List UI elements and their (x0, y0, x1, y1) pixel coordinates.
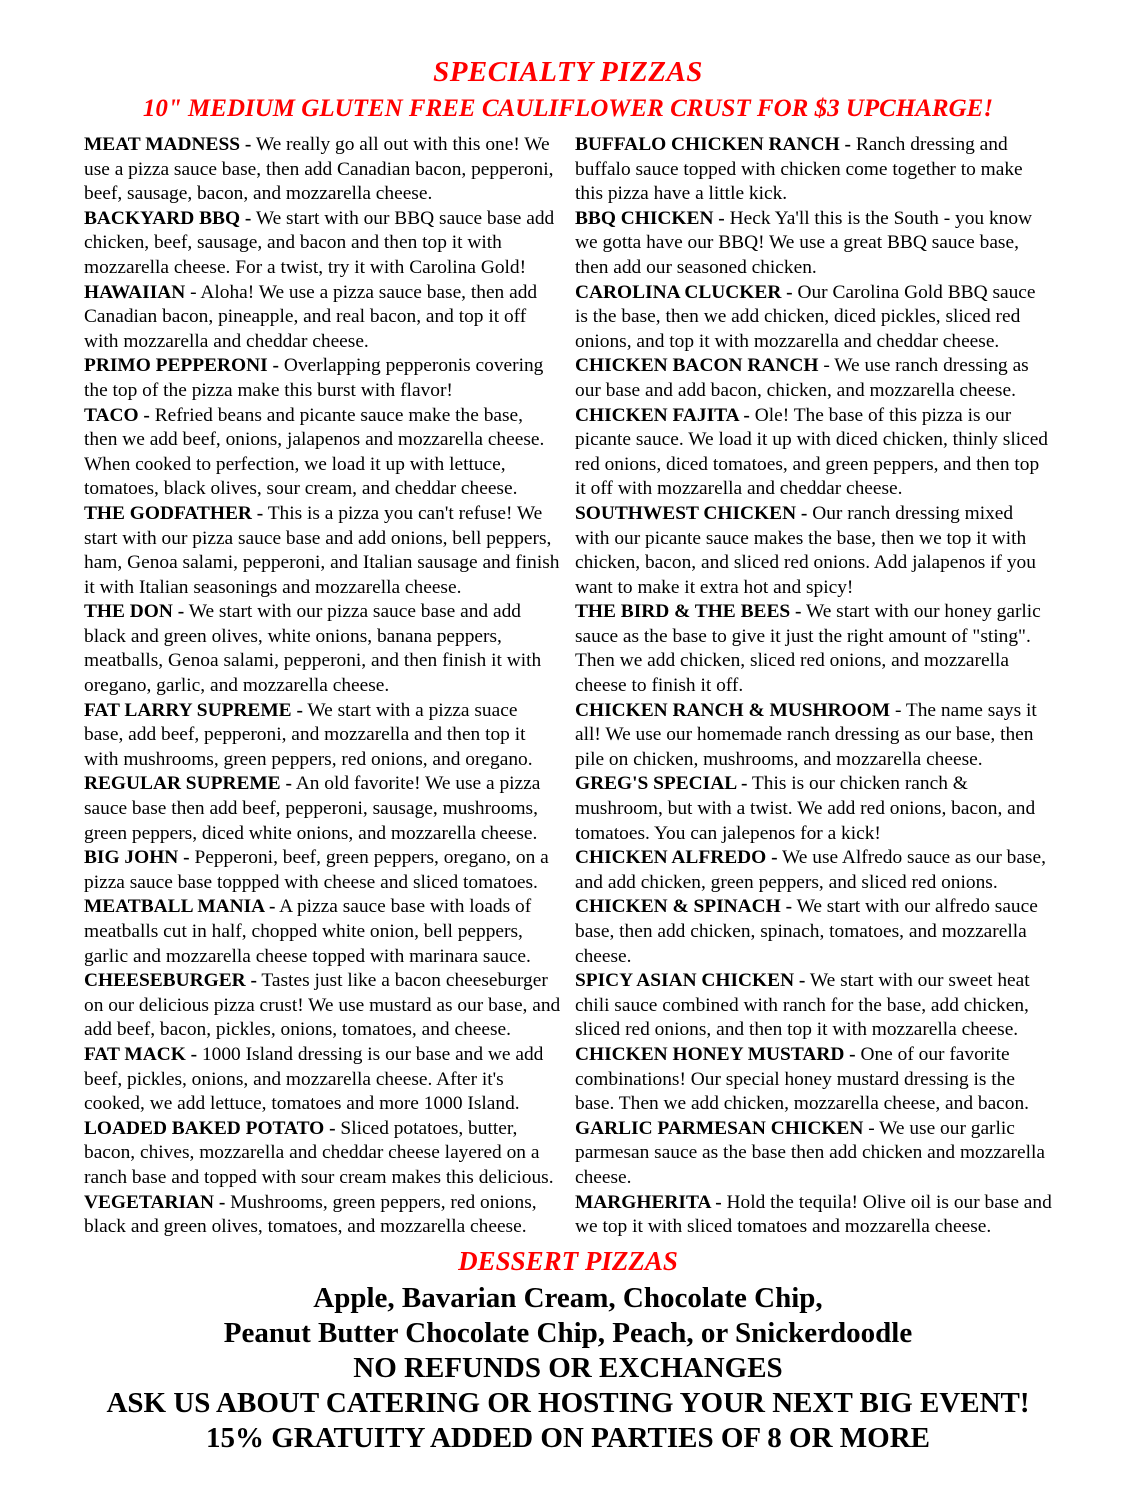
menu-item-desc: Refried beans and picante sauce make the base, then we add beef, onions, jalapenos and mozzarella cheese. When cooked to perfection, we load it up with lettuce, tomatoes, black olives, sour cream, and cheddar cheese. (84, 404, 545, 500)
menu-item-desc: Sliced potatoes, butter, bacon, chives, mozzarella and cheddar cheese layered on a ranch base and topped with sour cream makes this delicious. (84, 1117, 554, 1188)
menu-item (575, 895, 1052, 969)
menu-item (84, 895, 561, 969)
no-refunds-notice: NO REFUNDS OR EXCHANGES (353, 1351, 783, 1384)
menu-item (575, 1117, 1052, 1191)
menu-item-desc: - We use our garlic parmesan sauce as the base then add chicken and mozzarella cheese. (575, 1117, 1045, 1188)
menu-item (84, 846, 561, 895)
menu-item-desc: This is our chicken ranch & mushroom, but with a twist. We add red onions, bacon, and tomatoes. You can jalepenos for a kick! (575, 773, 1036, 844)
menu-columns (84, 133, 1052, 1240)
menu-item-name: CHICKEN HONEY MUSTARD - (575, 1043, 856, 1065)
menu-item-name: SPICY ASIAN CHICKEN - (575, 970, 806, 992)
menu-item-desc: This is a pizza you can't refuse! We start with our pizza sauce base and add onions, bell peppers, ham, Genoa salami, pepperoni, and Italian sausage and finish it with Italian seasonings and mozzarella cheese. (84, 502, 560, 598)
menu-item-name: LOADED BAKED POTATO - (84, 1117, 336, 1139)
menu-item-name: VEGETARIAN - (84, 1191, 226, 1213)
dessert-pizzas-title: DESSERT PIZZAS (458, 1245, 678, 1276)
menu-item (575, 969, 1052, 1043)
page-title: SPECIALTY PIZZAS (433, 56, 703, 88)
menu-item-desc: - The name says it all! We use our homemade ranch dressing as our base, then pile on chicken, mushrooms, and mozzarella cheese. (575, 699, 1037, 770)
menu-item-name: BUFFALO CHICKEN RANCH - (575, 134, 851, 155)
menu-item (84, 354, 561, 403)
menu-item-desc: Pepperoni, beef, green peppers, oregano, on a pizza sauce base toppped with cheese and sliced tomatoes. (84, 847, 549, 893)
menu-item (575, 1191, 1052, 1240)
menu-item-desc: We use Alfredo sauce as our base, and add chicken, green peppers, and sliced red onions. (575, 847, 1046, 893)
menu-item (84, 600, 561, 698)
menu-item-desc: Mushrooms, green peppers, red onions, black and green olives, tomatoes, and mozzarella cheese. (84, 1191, 537, 1238)
menu-item-name: THE GODFATHER - (84, 502, 264, 524)
menu-item-name: CHICKEN & SPINACH - (575, 896, 793, 918)
menu-item-desc: We start with our sweet heat chili sauce combined with ranch for the base, add chicken, sliced red onions, and then top it with mozzarella cheese. (575, 970, 1030, 1041)
menu-item-name: FAT MACK - (84, 1043, 198, 1065)
menu-item (84, 1043, 561, 1117)
menu-item (575, 404, 1052, 502)
footer-section (84, 1246, 1052, 1456)
menu-item-name: MEATBALL MANIA - (84, 896, 276, 918)
menu-item-desc: We start with our alfredo sauce base, then add chicken, spinach, tomatoes, and mozzarella cheese. (575, 896, 1038, 967)
menu-item (575, 1043, 1052, 1117)
menu-item-desc: We start with our pizza sauce base and add black and green olives, white onions, banana peppers, meatballs, Genoa salami, pepperoni, and then finish it with oregano, garlic, and mozzarella cheese. (84, 601, 542, 697)
menu-item-name: GREG'S SPECIAL - (575, 773, 748, 795)
menu-item-name: CHICKEN BACON RANCH (575, 355, 819, 377)
menu-item (575, 207, 1052, 281)
menu-item (575, 699, 1052, 773)
dessert-flavors-line-2: Peanut Butter Chocolate Chip, Peach, or Snickerdoodle (223, 1316, 913, 1349)
menu-item-name: CHICKEN FAJITA - (575, 404, 750, 426)
menu-item (575, 600, 1052, 698)
menu-item-desc: An old favorite! We use a pizza sauce base then add beef, pepperoni, sausage, mushrooms, green peppers, diced white onions, and mozzarella cheese. (84, 773, 541, 844)
menu-item-name: TACO - (84, 404, 150, 426)
menu-item-name: CHICKEN ALFREDO - (575, 847, 778, 869)
menu-item (84, 281, 561, 355)
menu-item (575, 354, 1052, 403)
menu-item-desc: We start with a pizza suace base, add beef, pepperoni, and mozzarella and then top it with mushrooms, green peppers, red onions, and oregano. (84, 699, 533, 770)
menu-item-name: BIG JOHN - (84, 847, 190, 869)
menu-item-desc: Ole! The base of this pizza is our picante sauce. We load it up with diced chicken, thinly sliced red onions, diced tomatoes, and green peppers, and then top it off with mozzarella and cheddar cheese. (575, 404, 1049, 500)
menu-item-name: MEAT MADNESS - (84, 134, 252, 155)
menu-item-name: THE BIRD & THE BEES - (575, 601, 802, 623)
menu-item-desc: A pizza sauce base with loads of meatballs cut in half, chopped white onion, bell peppers, garlic and mozzarella cheese topped with marinara sauce. (84, 896, 532, 967)
menu-item (84, 404, 561, 502)
menu-item-name: GARLIC PARMESAN CHICKEN (575, 1117, 864, 1139)
menu-item-name: BBQ CHICKEN - (575, 207, 725, 229)
menu-item (84, 1117, 561, 1191)
menu-item-desc: Heck Ya'll this is the South - you know we gotta have our BBQ! We use a great BBQ sauce base, then add our seasoned chicken. (575, 207, 1033, 278)
menu-item-name: CHICKEN RANCH & MUSHROOM (575, 699, 891, 721)
menu-item-name: REGULAR SUPREME - (84, 773, 292, 795)
menu-item (575, 772, 1052, 846)
menu-item (84, 772, 561, 846)
gratuity-notice: 15% GRATUITY ADDED ON PARTIES OF 8 OR MORE (205, 1421, 931, 1454)
menu-item (84, 969, 561, 1043)
menu-item (84, 133, 561, 207)
menu-item-name: THE DON - (84, 601, 185, 623)
menu-item-name: PRIMO PEPPERONI - (84, 355, 279, 377)
menu-item-desc: Hold the tequila! Olive oil is our base and we top it with sliced tomatoes and mozzarella cheese. (575, 1191, 1052, 1238)
menu-item-desc: Our Carolina Gold BBQ sauce is the base, then we add chicken, diced pickles, sliced red onions, and top it with mozzarella and cheddar cheese. (575, 281, 1036, 352)
menu-item-name: SOUTHWEST CHICKEN - (575, 502, 808, 524)
menu-item-desc: We start with our BBQ sauce base add chicken, beef, sausage, and bacon and then top it with mozzarella cheese. For a twist, try it with Carolina Gold! (84, 207, 555, 278)
dessert-flavors-line-1: Apple, Bavarian Cream, Chocolate Chip, (313, 1281, 823, 1314)
menu-item-desc: One of our favorite combinations! Our special honey mustard dressing is the base. Then we add chicken, mozzarella cheese, and bacon. (575, 1043, 1030, 1115)
menu-item (575, 133, 1052, 207)
menu-item-desc: Ranch dressing and buffalo sauce topped with chicken come together to make this pizza have a little kick. (575, 134, 1023, 205)
menu-column-right (575, 133, 1052, 1240)
menu-item (575, 502, 1052, 600)
catering-notice: ASK US ABOUT CATERING OR HOSTING YOUR NEXT BIG EVENT! (106, 1386, 1030, 1419)
menu-column-left (84, 133, 561, 1240)
menu-item (84, 502, 561, 600)
menu-item (84, 699, 561, 773)
menu-item-desc: 1000 Island dressing is our base and we add beef, pickles, onions, and mozzarella cheese. After it's cooked, we add lettuce, tomatoes and more 1000 Island. (84, 1043, 544, 1115)
menu-item-desc: Overlapping pepperonis covering the top of the pizza make this burst with flavor! (84, 355, 544, 401)
crust-upcharge-note: 10" MEDIUM GLUTEN FREE CAULIFLOWER CRUST FOR $3 UPCHARGE! (142, 95, 994, 122)
menu-item-desc: - We use ranch dressing as our base and add bacon, chicken, and mozzarella cheese. (575, 355, 1029, 401)
menu-item-desc: Tastes just like a bacon cheeseburger on our delicious pizza crust! We use mustard as our base, and add beef, bacon, pickles, onions, tomatoes, and cheese. (84, 970, 561, 1041)
menu-item-desc: We really go all out with this one! We use a pizza sauce base, then add Canadian bacon, pepperoni, beef, sausage, bacon, and mozzarella cheese. (84, 134, 554, 205)
menu-item (84, 1191, 561, 1240)
menu-item-name: BACKYARD BBQ - (84, 207, 252, 229)
menu-item-name: MARGHERITA - (575, 1191, 722, 1213)
menu-item-name: CAROLINA CLUCKER - (575, 281, 793, 303)
menu-item-desc: Our ranch dressing mixed with our picante sauce makes the base, then we top it with chicken, bacon, and sliced red onions. Add jalapenos if you want to make it extra hot and spicy! (575, 502, 1036, 598)
menu-item (575, 281, 1052, 355)
menu-item-name: HAWAIIAN (84, 281, 186, 303)
menu-item-name: FAT LARRY SUPREME - (84, 699, 303, 721)
menu-item-desc: - Aloha! We use a pizza sauce base, then add Canadian bacon, pineapple, and real bacon, and top it off with mozzarella and cheddar cheese. (84, 281, 538, 352)
menu-item-name: CHEESEBURGER - (84, 970, 257, 992)
menu-item (575, 846, 1052, 895)
menu-item-desc: We start with our honey garlic sauce as the base to give it just the right amount of "sting". Then we add chicken, sliced red onions, and mozzarella cheese to finish it off. (575, 601, 1041, 697)
menu-item (84, 207, 561, 281)
